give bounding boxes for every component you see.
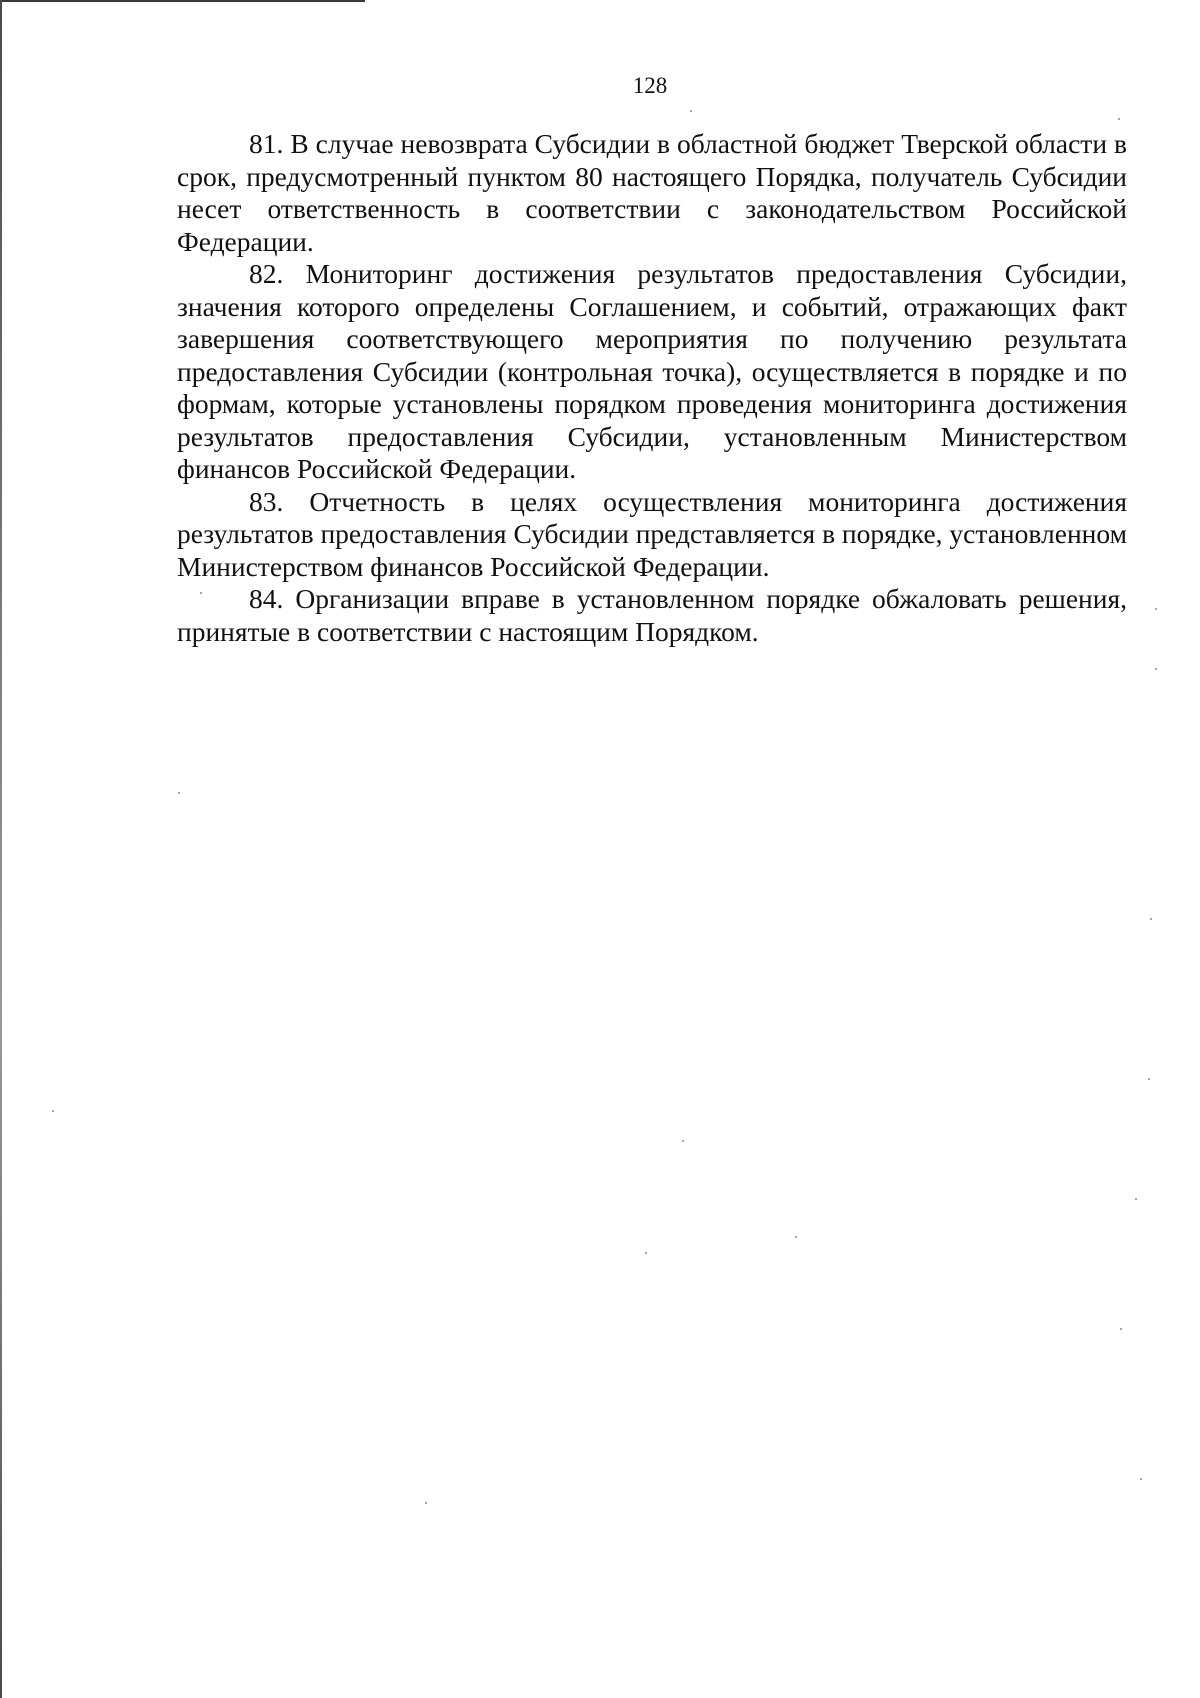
scan-speck xyxy=(645,1252,647,1254)
scan-speck xyxy=(1148,1078,1150,1080)
paragraph-83: 83. Отчетность в целях осуществления мониторинга достижения результатов предоставления Субсидии представляется в порядке, установленном Министерством финансов Российской Федерации. xyxy=(177,485,1128,582)
scan-speck xyxy=(1118,118,1120,120)
scan-speck xyxy=(178,792,180,794)
scan-edge-left xyxy=(0,0,2,1698)
scan-speck xyxy=(1150,918,1152,920)
paragraph-81: 81. В случае невозврата Субсидии в областной бюджет Тверской области в срок, предусмотренный пунктом 80 настоящего Порядка, получатель Субсидии несет ответственность в соответствии с законодательством Российской Федерации. xyxy=(177,128,1127,257)
scan-speck xyxy=(1155,668,1157,670)
paragraph-84: 84. Организации вправе в установленном порядке обжаловать решения, принятые в соответствии с настоящим Порядком. xyxy=(177,583,1127,647)
scan-edge-top xyxy=(0,0,365,2)
scan-speck xyxy=(682,1140,684,1142)
scan-speck xyxy=(1155,608,1157,610)
scan-speck xyxy=(1140,1478,1142,1480)
scan-speck xyxy=(795,1236,797,1238)
scan-speck xyxy=(52,1110,54,1112)
scan-speck xyxy=(1120,1328,1122,1330)
paragraph-82: 82. Мониторинг достижения результатов предоставления Субсидии, значения которого определены Соглашением, и событий, отражающих факт завершения соответствующего мероприятия по получению результата предоставления Субсидии (контрольная точка), осуществляется в порядке и по формам, которые установлены порядком проведения мониторинга достижения результатов предоставления Субсидии, установленным Министерством финансов Российской Федерации. xyxy=(177,258,1127,484)
scan-speck xyxy=(425,1502,427,1504)
document-body xyxy=(177,128,1127,648)
page-number: 128 xyxy=(632,73,668,98)
scan-speck xyxy=(1135,1198,1137,1200)
scan-speck xyxy=(690,110,692,112)
